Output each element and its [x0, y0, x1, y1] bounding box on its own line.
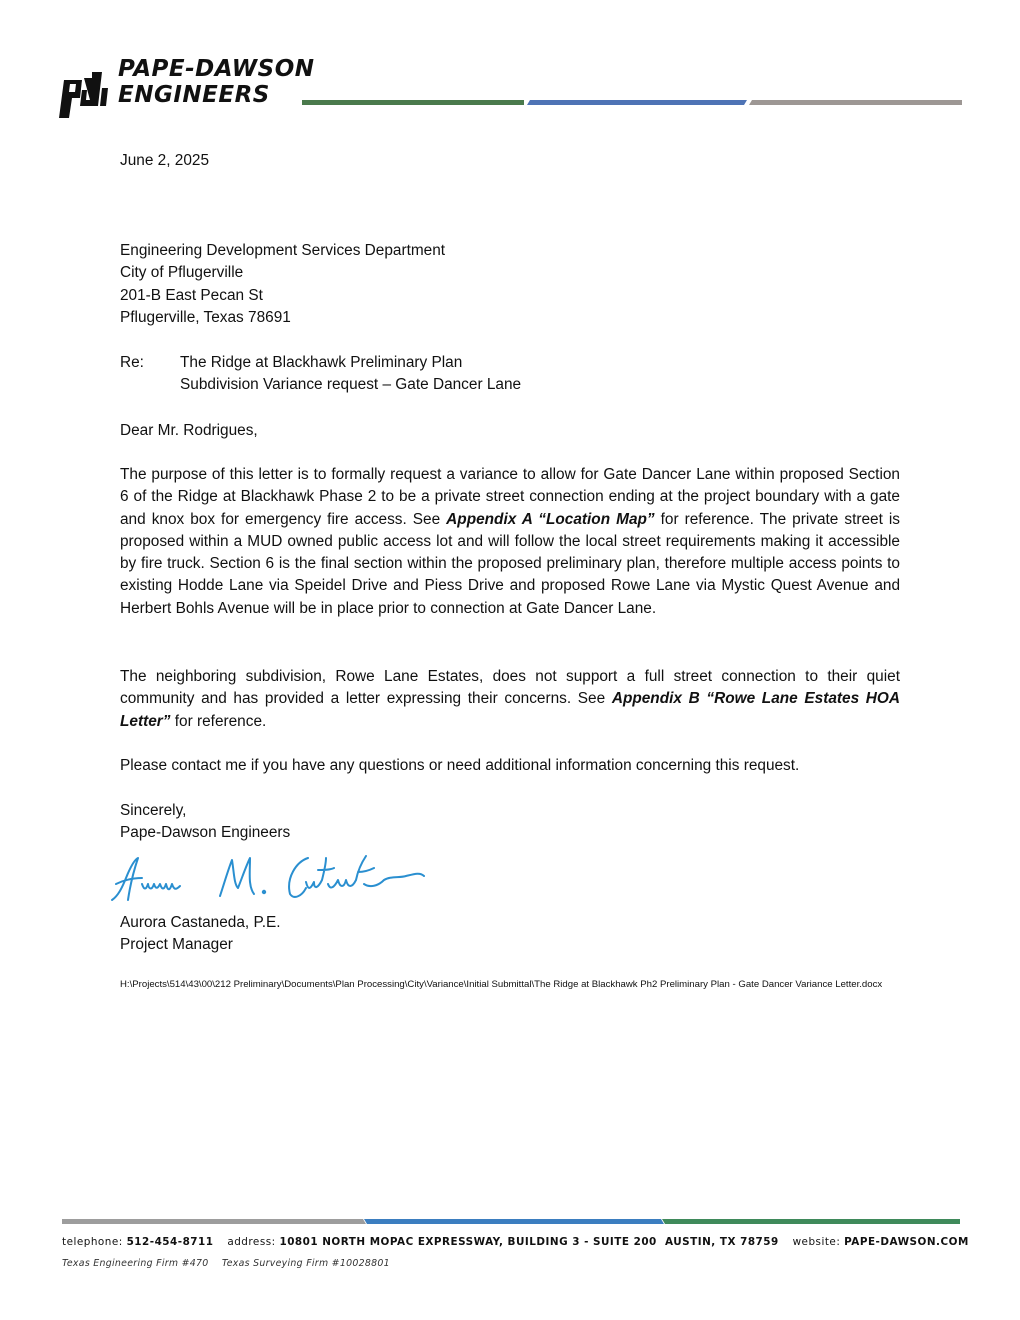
telephone-value: 512-454-8711 [126, 1236, 214, 1248]
letter-date: June 2, 2025 [120, 152, 209, 169]
website-value: PAPE-DAWSON.COM [844, 1236, 969, 1248]
website-label: website: [792, 1236, 841, 1248]
logo-line-1: PAPE-DAWSON [118, 56, 315, 82]
subject-label: Re: [120, 354, 144, 371]
paragraph-text: The neighboring subdivision, Rowe Lane Estates, does not support a full street connection to their quiet community and has provided a letter expressing their concerns. See [120, 668, 900, 708]
signature-image [108, 848, 428, 914]
logo-line-2: ENGINEERS [118, 82, 270, 108]
body-paragraph-3: Please contact me if you have any questions or need additional information concerning this request. [120, 757, 800, 774]
header-bar-gray [749, 100, 962, 105]
appendix-a-reference: Appendix A “Location Map” [446, 510, 655, 528]
footer-bar-green [662, 1219, 960, 1224]
address-label: address: [227, 1236, 276, 1248]
footer-bar-gray [62, 1219, 366, 1224]
footer-firm-registrations [62, 1258, 390, 1269]
header-bar-green [302, 100, 524, 105]
subject-line: The Ridge at Blackhawk Preliminary Plan [180, 354, 463, 371]
header-bar-blue [527, 100, 747, 105]
recipient-line: Engineering Development Services Department [120, 242, 446, 259]
subject-block [120, 352, 900, 397]
body-paragraph-2 [120, 666, 900, 733]
subject-line: Subdivision Variance request – Gate Dancer Lane [180, 376, 522, 394]
recipient-line: City of Pflugerville [120, 264, 244, 282]
signer-block [120, 912, 900, 957]
closing-block [120, 800, 900, 845]
footer-bar-blue [364, 1219, 664, 1224]
company-logo-icon [56, 72, 108, 118]
signer-title: Project Manager [120, 936, 233, 954]
company-logo-text [118, 56, 315, 108]
closing: Sincerely, [120, 802, 187, 819]
document-file-path: H:\Projects\514\43\00\212 Preliminary\Documents\Plan Processing\City\Variance\Initial Submittal\The Ridge at Blackhawk Ph2 Preliminary Plan - Gate Dancer Variance Letter.docx [120, 979, 883, 990]
paragraph-text: The purpose of this letter is to formally request a variance to allow for Gate Dancer Lane within proposed Section 6 of the Ridge at Blackhawk Phase 2 to be a private street connection ending at the project boundary with a gate and knox box for emergency fire access. See [120, 466, 900, 528]
footer-contact [62, 1236, 969, 1248]
body-paragraph-1 [120, 464, 900, 620]
paragraph-text: for reference. The private street is proposed within a MUD owned public access lot and will follow the local street requirements making it accessible by fire truck. Section 6 is the final section within the proposed preliminary plan, therefore multiple access points to existing Hodde Lane via Speidel Drive and Piess Drive and proposed Rowe Lane via Mystic Quest Avenue and Herbert Bohls Avenue will be in place prior to connection at Gate Dancer Lane. [120, 510, 900, 617]
appendix-b-reference: Appendix B “Rowe Lane Estates HOA Letter” [120, 690, 900, 730]
signer-name: Aurora Castaneda, P.E. [120, 914, 281, 931]
paragraph-text: for reference. [170, 712, 267, 730]
engineering-firm-number: Texas Engineering Firm #470 [62, 1258, 209, 1269]
address-value: 10801 NORTH MOPAC EXPRESSWAY, BUILDING 3 - SUITE 200 AUSTIN, TX 78759 [279, 1236, 779, 1248]
salutation: Dear Mr. Rodrigues, [120, 422, 258, 439]
recipient-line: 201-B East Pecan St [120, 286, 263, 304]
telephone-label: telephone: [62, 1236, 123, 1248]
company-name: Pape-Dawson Engineers [120, 824, 291, 842]
recipient-address [120, 240, 900, 329]
recipient-line: Pflugerville, Texas 78691 [120, 308, 291, 326]
surveying-firm-number: Texas Surveying Firm #10028801 [221, 1258, 390, 1269]
